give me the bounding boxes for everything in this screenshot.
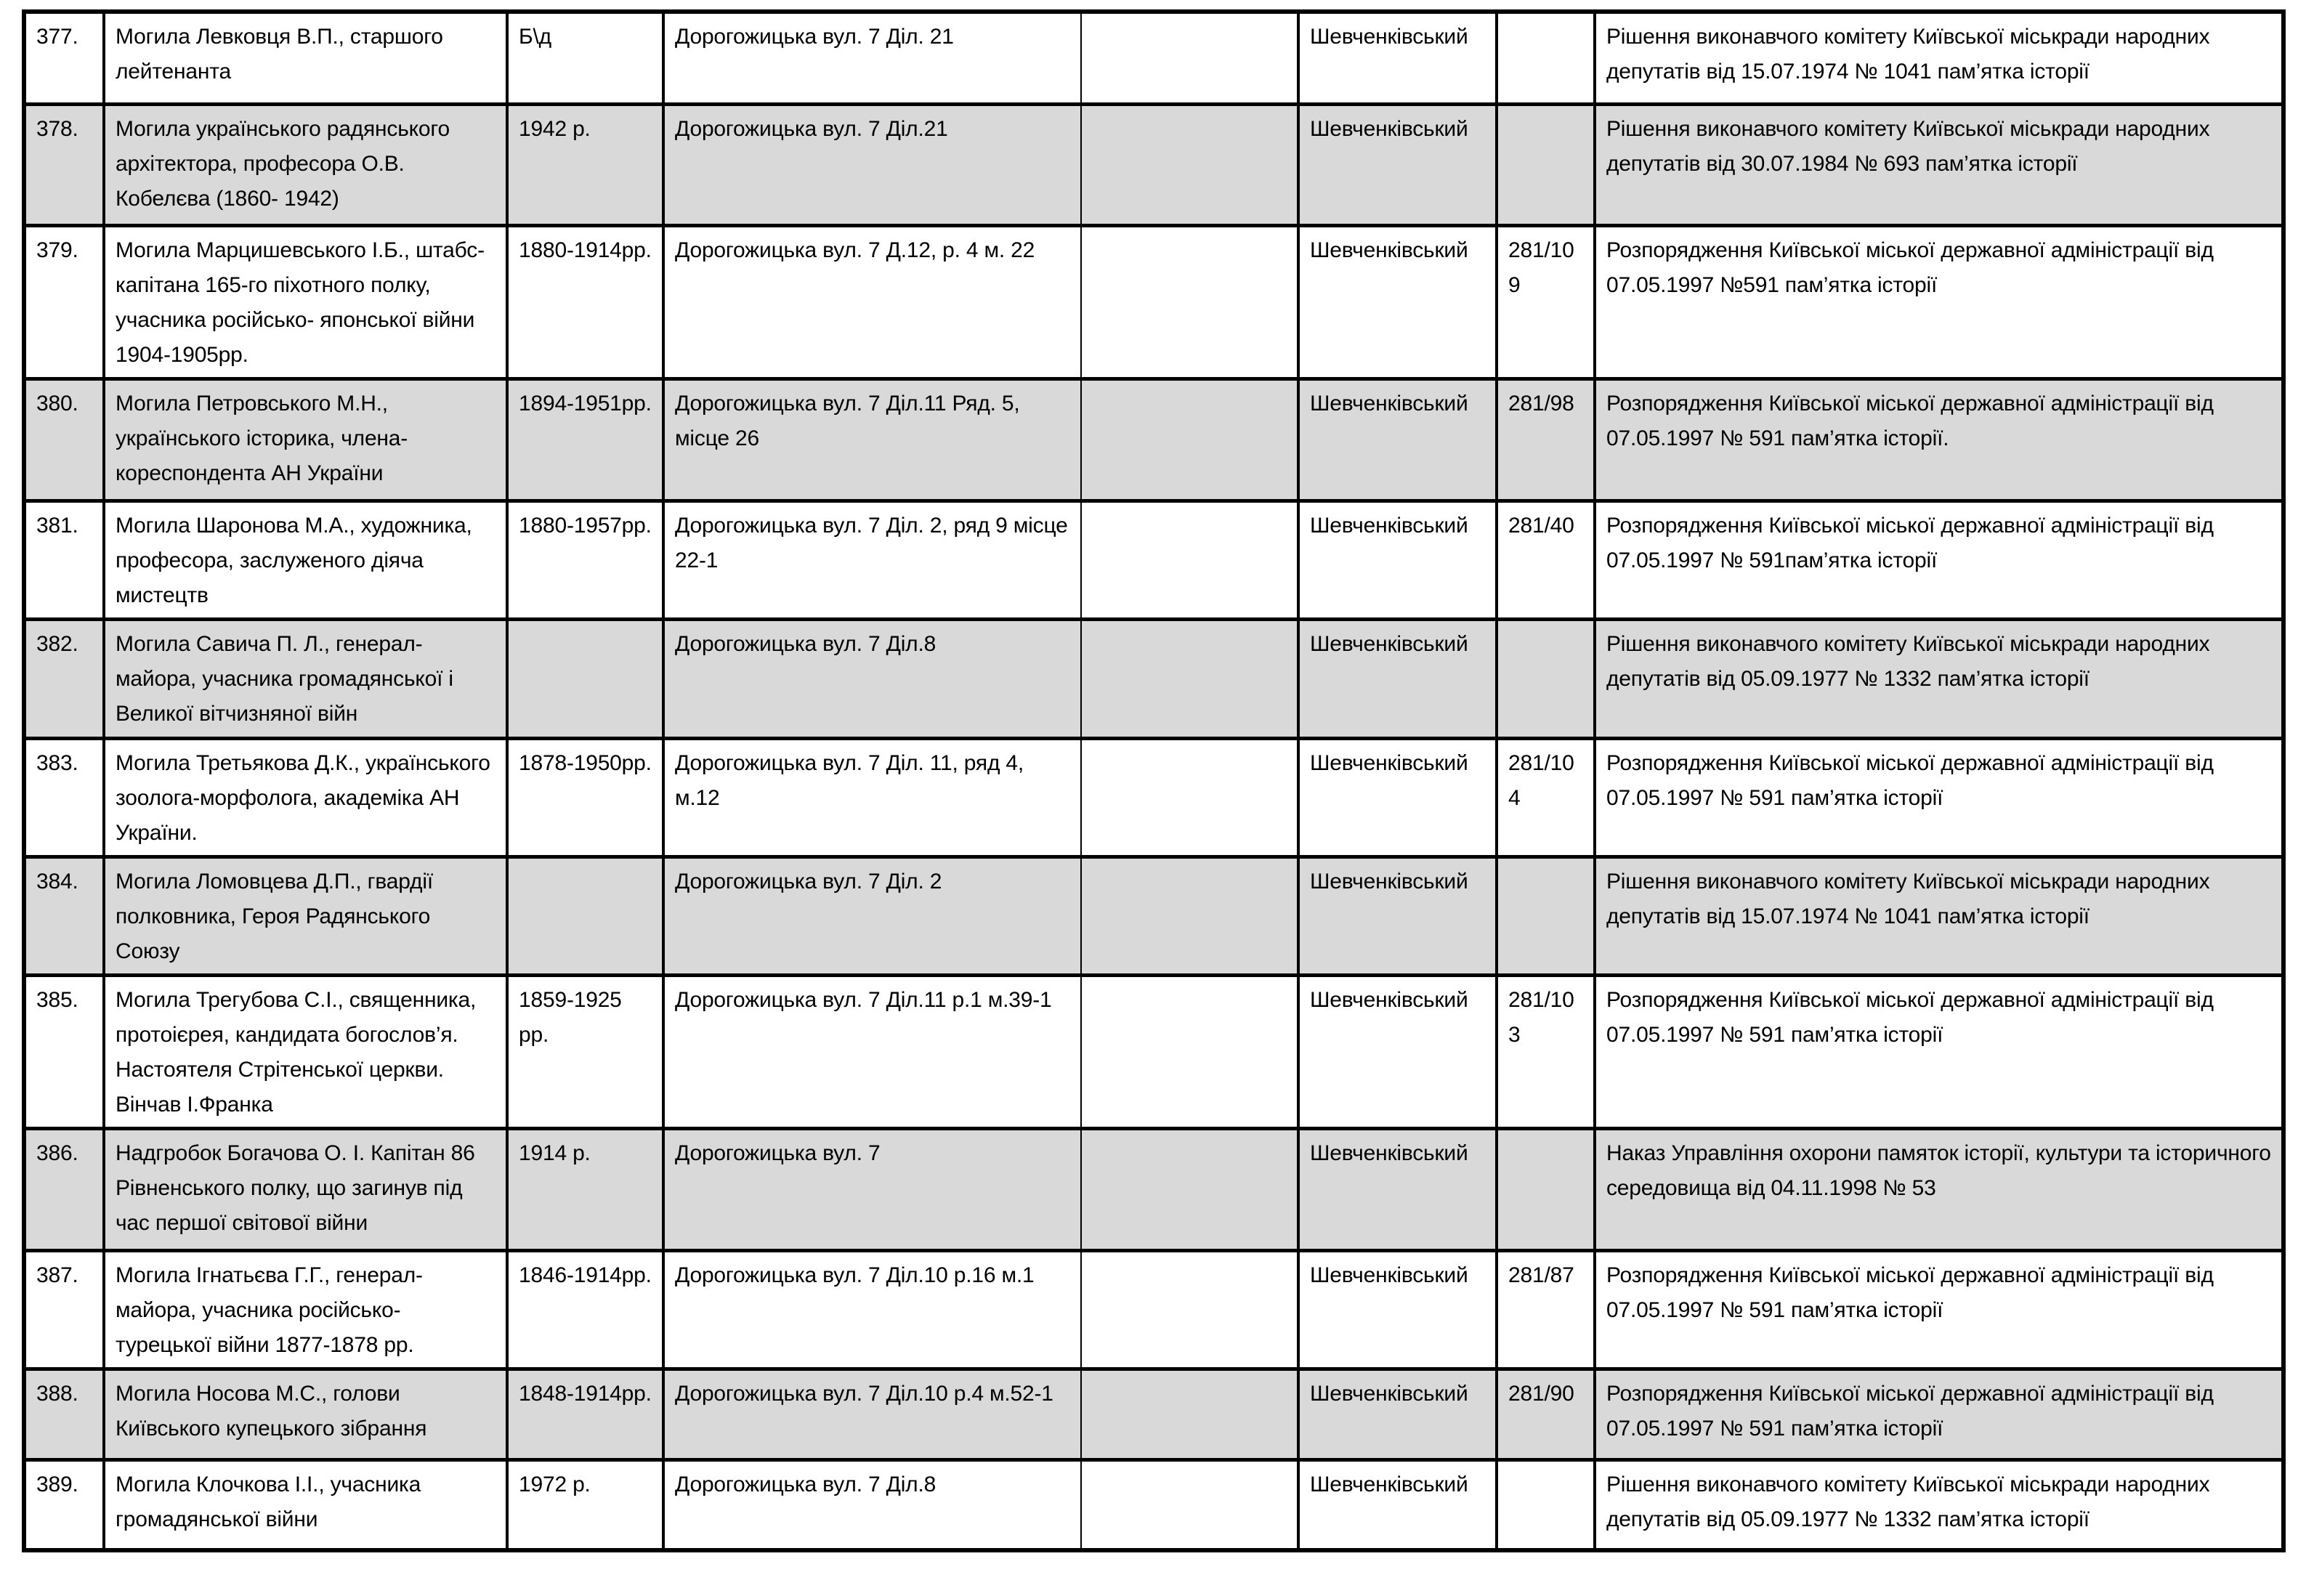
- cell-address: Дорогожицька вул. 7 Д.12, р. 4 м. 22: [663, 225, 1081, 378]
- cell-decision: Рішення виконавчого комітету Київської міськради народних депутатів від 15.07.1974 № 1041 пам’ятка історії: [1595, 12, 2283, 104]
- cell-number: 385.: [24, 975, 104, 1128]
- cell-decision: Наказ Управління охорони памяток історії, культури та історичного середовища від 04.11.1998 № 53: [1595, 1128, 2283, 1250]
- cell-date: 1972 р.: [507, 1459, 663, 1550]
- cell-name: Могила Шаронова М.А., художника, професора, заслуженого діяча мистецтв: [104, 501, 507, 619]
- cell-name: Могила Ломовцева Д.П., гвардії полковника, Героя Радянського Союзу: [104, 856, 507, 975]
- cell-address: Дорогожицька вул. 7 Діл.10 р.4 м.52-1: [663, 1369, 1081, 1459]
- cell-empty: [1081, 856, 1298, 975]
- cell-protection-number: 281/104: [1497, 738, 1595, 856]
- table-row: [24, 1369, 2283, 1459]
- cell-empty: [1081, 1459, 1298, 1550]
- cell-empty: [1081, 104, 1298, 225]
- cell-district: Шевченківський: [1298, 225, 1497, 378]
- cell-district: Шевченківський: [1298, 378, 1497, 501]
- cell-name: Могила Трегубова С.І., священника, протоієрея, кандидата богослов’я. Настоятеля Стрітенської церкви. Вінчав І.Франка: [104, 975, 507, 1128]
- cell-decision: Розпорядження Київської міської державної адміністрації від 07.05.1997 № 591 пам’ятка історії: [1595, 738, 2283, 856]
- cell-decision: Рішення виконавчого комітету Київської міськради народних депутатів від 30.07.1984 № 693 пам’ятка історії: [1595, 104, 2283, 225]
- table-row: [24, 975, 2283, 1128]
- cell-district: Шевченківський: [1298, 1250, 1497, 1369]
- cell-number: 379.: [24, 225, 104, 378]
- cell-protection-number: 281/40: [1497, 501, 1595, 619]
- table-row: [24, 104, 2283, 225]
- cell-name: Могила Клочкова І.І., учасника громадянської війни: [104, 1459, 507, 1550]
- cell-date: 1914 р.: [507, 1128, 663, 1250]
- cell-address: Дорогожицька вул. 7 Діл. 2, ряд 9 місце 22-1: [663, 501, 1081, 619]
- cell-district: Шевченківський: [1298, 501, 1497, 619]
- cell-protection-number: [1497, 1128, 1595, 1250]
- cell-address: Дорогожицька вул. 7 Діл.8: [663, 1459, 1081, 1550]
- cell-decision: Розпорядження Київської міської державної адміністрації від 07.05.1997 № 591пам’ятка історії: [1595, 501, 2283, 619]
- cell-decision: Розпорядження Київської міської державної адміністрації від 07.05.1997 № 591 пам’ятка історії.: [1595, 378, 2283, 501]
- cell-address: Дорогожицька вул. 7 Діл.8: [663, 619, 1081, 738]
- cell-protection-number: 281/87: [1497, 1250, 1595, 1369]
- table-row: [24, 225, 2283, 378]
- cell-district: Шевченківський: [1298, 1459, 1497, 1550]
- cell-date: 1942 р.: [507, 104, 663, 225]
- cell-name: Могила Савича П. Л., генерал- майора, учасника громадянської і Великої вітчизняної війн: [104, 619, 507, 738]
- cell-number: 383.: [24, 738, 104, 856]
- cell-address: Дорогожицька вул. 7: [663, 1128, 1081, 1250]
- cell-date: [507, 619, 663, 738]
- cell-empty: [1081, 975, 1298, 1128]
- cell-number: 384.: [24, 856, 104, 975]
- cell-district: Шевченківський: [1298, 738, 1497, 856]
- cell-district: Шевченківський: [1298, 1128, 1497, 1250]
- cell-date: 1878-1950рр.: [507, 738, 663, 856]
- cell-empty: [1081, 1369, 1298, 1459]
- cell-protection-number: 281/109: [1497, 225, 1595, 378]
- cell-address: Дорогожицька вул. 7 Діл. 21: [663, 12, 1081, 104]
- cell-protection-number: [1497, 856, 1595, 975]
- cell-empty: [1081, 225, 1298, 378]
- cell-address: Дорогожицька вул. 7 Діл.10 р.16 м.1: [663, 1250, 1081, 1369]
- cell-decision: Розпорядження Київської міської державної адміністрації від 07.05.1997 №591 пам’ятка історії: [1595, 225, 2283, 378]
- cell-name: Могила Носова М.С., голови Київського купецького зібрання: [104, 1369, 507, 1459]
- cell-district: Шевченківський: [1298, 975, 1497, 1128]
- cell-number: 388.: [24, 1369, 104, 1459]
- cell-protection-number: [1497, 104, 1595, 225]
- cell-protection-number: 281/98: [1497, 378, 1595, 501]
- cell-number: 378.: [24, 104, 104, 225]
- cell-date: Б\д: [507, 12, 663, 104]
- table-row: [24, 1459, 2283, 1550]
- cell-district: Шевченківський: [1298, 619, 1497, 738]
- cell-empty: [1081, 1250, 1298, 1369]
- cell-number: 377.: [24, 12, 104, 104]
- cell-address: Дорогожицька вул. 7 Діл.11 р.1 м.39-1: [663, 975, 1081, 1128]
- cell-number: 387.: [24, 1250, 104, 1369]
- cell-number: 389.: [24, 1459, 104, 1550]
- cell-date: 1859-1925 рр.: [507, 975, 663, 1128]
- cell-district: Шевченківський: [1298, 12, 1497, 104]
- cell-empty: [1081, 738, 1298, 856]
- cell-protection-number: 281/90: [1497, 1369, 1595, 1459]
- cell-name: Могила українського радянського архітектора, професора О.В. Кобелєва (1860- 1942): [104, 104, 507, 225]
- cell-number: 380.: [24, 378, 104, 501]
- cell-empty: [1081, 501, 1298, 619]
- cell-empty: [1081, 1128, 1298, 1250]
- cell-number: 382.: [24, 619, 104, 738]
- cell-name: Могила Марцишевського І.Б., штабс-капітана 165-го піхотного полку, учасника російсько- японської війни 1904-1905рр.: [104, 225, 507, 378]
- cell-protection-number: [1497, 619, 1595, 738]
- cell-date: [507, 856, 663, 975]
- cell-empty: [1081, 619, 1298, 738]
- table-row: [24, 1128, 2283, 1250]
- table-row: [24, 856, 2283, 975]
- table-row: [24, 501, 2283, 619]
- cell-date: 1880-1914рр.: [507, 225, 663, 378]
- cell-decision: Рішення виконавчого комітету Київської міськради народних депутатів від 15.07.1974 № 1041 пам’ятка історії: [1595, 856, 2283, 975]
- cell-protection-number: 281/103: [1497, 975, 1595, 1128]
- cell-address: Дорогожицька вул. 7 Діл.21: [663, 104, 1081, 225]
- cell-district: Шевченківський: [1298, 1369, 1497, 1459]
- cell-empty: [1081, 378, 1298, 501]
- cell-address: Дорогожицька вул. 7 Діл.11 Ряд. 5, місце 26: [663, 378, 1081, 501]
- cell-address: Дорогожицька вул. 7 Діл. 2: [663, 856, 1081, 975]
- cell-name: Могила Левковця В.П., старшого лейтенанта: [104, 12, 507, 104]
- cell-decision: Розпорядження Київської міської державної адміністрації від 07.05.1997 № 591 пам’ятка історії: [1595, 975, 2283, 1128]
- cell-decision: Рішення виконавчого комітету Київської міськради народних депутатів від 05.09.1977 № 1332 пам’ятка історії: [1595, 1459, 2283, 1550]
- cell-decision: Розпорядження Київської міської державної адміністрації від 07.05.1997 № 591 пам’ятка історії: [1595, 1250, 2283, 1369]
- table-row: [24, 738, 2283, 856]
- cell-district: Шевченківський: [1298, 856, 1497, 975]
- cell-date: 1846-1914рр.: [507, 1250, 663, 1369]
- table-row: [24, 12, 2283, 104]
- table-row: [24, 1250, 2283, 1369]
- table-row: [24, 378, 2283, 501]
- monuments-table: [22, 9, 2286, 1552]
- cell-name: Надгробок Богачова О. І. Капітан 86 Рівненського полку, що загинув під час першої світової війни: [104, 1128, 507, 1250]
- cell-decision: Розпорядження Київської міської державної адміністрації від 07.05.1997 № 591 пам’ятка історії: [1595, 1369, 2283, 1459]
- cell-decision: Рішення виконавчого комітету Київської міськради народних депутатів від 05.09.1977 № 1332 пам’ятка історії: [1595, 619, 2283, 738]
- cell-protection-number: [1497, 1459, 1595, 1550]
- cell-name: Могила Третьякова Д.К., українського зоолога-морфолога, академіка АН України.: [104, 738, 507, 856]
- cell-empty: [1081, 12, 1298, 104]
- cell-district: Шевченківський: [1298, 104, 1497, 225]
- cell-name: Могила Петровського М.Н., українського історика, члена-кореспондента АН України: [104, 378, 507, 501]
- cell-number: 386.: [24, 1128, 104, 1250]
- table-row: [24, 619, 2283, 738]
- cell-address: Дорогожицька вул. 7 Діл. 11, ряд 4, м.12: [663, 738, 1081, 856]
- cell-date: 1848-1914рр.: [507, 1369, 663, 1459]
- cell-number: 381.: [24, 501, 104, 619]
- cell-date: 1880-1957рр.: [507, 501, 663, 619]
- cell-name: Могила Ігнатьєва Г.Г., генерал- майора, учасника російсько- турецької війни 1877-1878 рр.: [104, 1250, 507, 1369]
- cell-date: 1894-1951рр.: [507, 378, 663, 501]
- cell-protection-number: [1497, 12, 1595, 104]
- table-body: [24, 12, 2283, 1550]
